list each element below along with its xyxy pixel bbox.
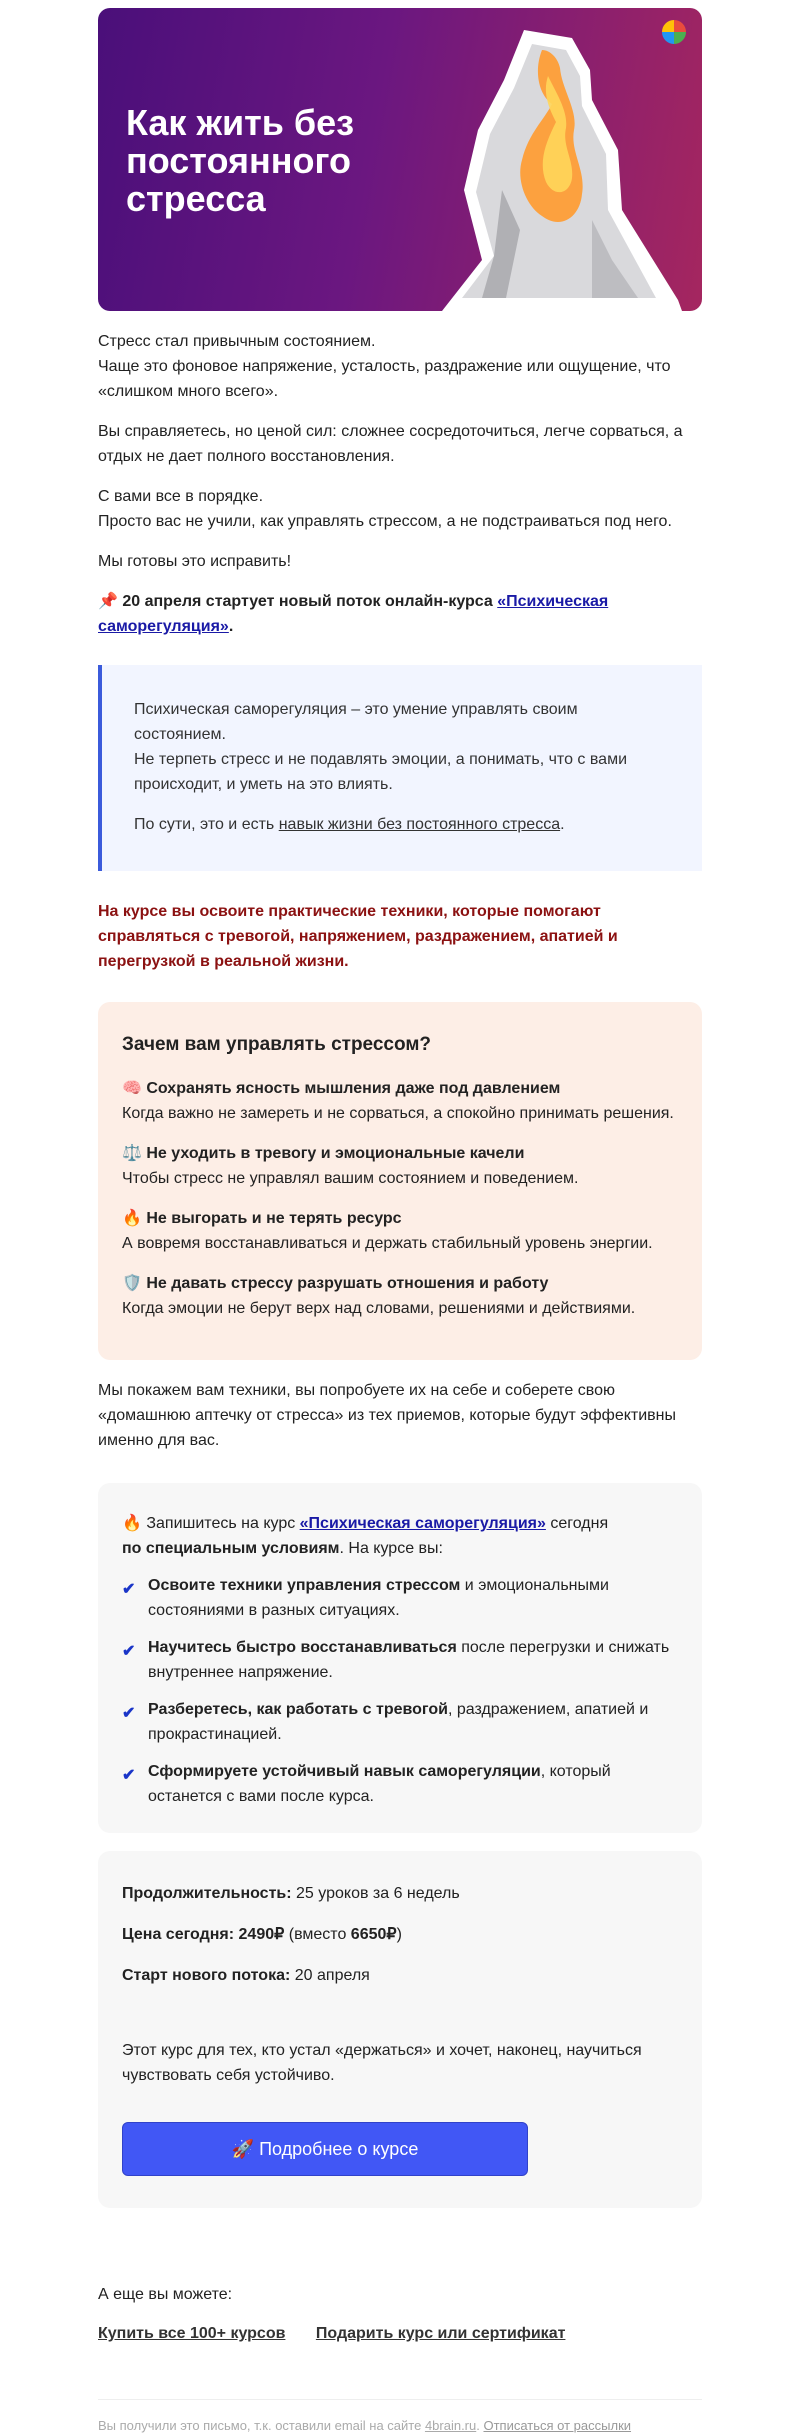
learning-outcome-item xyxy=(122,1759,678,1809)
footer xyxy=(98,2416,702,2436)
announcement xyxy=(98,589,702,639)
benefit-text: А вовремя восстанавливаться и держать стабильный уровень энергии. xyxy=(122,1235,653,1252)
check-icon: ✔ xyxy=(122,1767,136,1784)
gift-course-link[interactable]: Подарить курс или сертификат xyxy=(315,2325,566,2342)
burning-person-illustration xyxy=(442,30,682,311)
announcement-text: 20 апреля стартует новый поток онлайн-курса xyxy=(122,593,493,610)
more-links xyxy=(98,2325,702,2343)
benefit-title: Не давать стрессу разрушать отношения и работу xyxy=(146,1275,549,1292)
outcome-rest: и эмоциональными состояниями в разных ситуациях. xyxy=(148,1577,609,1619)
learning-outcome-item xyxy=(122,1635,678,1685)
intro-paragraph-3: С вами все в порядке. Просто вас не учили, как управлять стрессом, а не подстраиваться под него. xyxy=(98,488,672,530)
outcome-rest: после перегрузки и снижать внутреннее напряжение. xyxy=(148,1639,670,1681)
hero-title: Как жить без постоянного стресса xyxy=(126,102,355,219)
check-icon: ✔ xyxy=(122,1643,136,1660)
benefit-title: Не уходить в тревогу и эмоциональные качели xyxy=(146,1145,525,1162)
announcement-end: . xyxy=(228,618,234,635)
benefit-title: Не выгорать и не терять ресурс xyxy=(146,1210,402,1227)
signup-card xyxy=(98,1483,702,1833)
signup-text-middle: сегодня xyxy=(545,1515,609,1532)
outcome-bold: Научитесь быстро восстанавливаться xyxy=(148,1639,457,1656)
duration xyxy=(122,1881,678,1906)
benefit-title: Сохранять ясность мышления даже под давлением xyxy=(146,1080,561,1097)
intro-paragraph-4: Мы готовы это исправить! xyxy=(98,553,292,570)
fire-icon: 🔥 xyxy=(122,1210,142,1227)
intro-paragraph-1: Стресс стал привычным состоянием. Чаще это фоновое напряжение, усталость, раздражение или ощущение, что «слишком много всего». xyxy=(98,333,671,400)
quote-text-start: По сути, это и есть xyxy=(134,816,279,833)
definition-quote xyxy=(98,665,702,871)
outcome-rest: , раздражением, апатией и прокрастинацией. xyxy=(148,1701,649,1743)
benefit-text: Чтобы стресс не управлял вашим состоянием и поведением. xyxy=(122,1170,579,1187)
email-container xyxy=(98,8,702,2436)
learning-outcome-item xyxy=(122,1573,678,1623)
outcome-rest: , который останется с вами после курса. xyxy=(148,1763,611,1805)
course-link[interactable]: «Психическая саморегуляция» xyxy=(98,593,609,635)
target-audience-note: Этот курс для тех, кто устал «держаться» и хочет, наконец, научиться чувствовать себя устойчиво. xyxy=(122,2042,642,2084)
quote-underlined-text: навык жизни без постоянного стресса xyxy=(278,816,561,833)
price-card xyxy=(98,1851,702,2208)
pin-icon: 📌 xyxy=(98,593,118,610)
stream-start xyxy=(122,1963,678,1988)
buy-all-courses-link[interactable]: Купить все 100+ курсов xyxy=(98,2325,286,2342)
more-title: А еще вы можете: xyxy=(98,2286,233,2303)
outcome-bold: Освоите техники управления стрессом xyxy=(148,1577,461,1594)
why-manage-stress-block xyxy=(98,1002,702,1360)
hero-banner xyxy=(98,8,702,311)
benefit-item xyxy=(122,1141,678,1191)
quote-paragraph-1: Психическая саморегуляция – это умение управлять своим состоянием. Не терпеть стресс и не подавлять эмоции, а понимать, что с вами происходит, и уметь на это влиять. xyxy=(134,701,628,793)
old-price: 6650₽ xyxy=(350,1926,397,1943)
start-value: 20 апреля xyxy=(290,1967,370,1984)
intro-section xyxy=(98,329,702,639)
signup-intro xyxy=(122,1511,678,1561)
quote-text-end: . xyxy=(560,816,565,833)
footer-sep: . xyxy=(476,2418,484,2433)
outcome-bold: Разберетесь, как работать с тревогой xyxy=(148,1701,448,1718)
unsubscribe-link[interactable]: Отписаться от рассылки xyxy=(483,2418,632,2433)
footer-text: Вы получили это письмо, т.к. оставили email на сайте xyxy=(98,2418,425,2433)
benefit-item xyxy=(122,1206,678,1256)
benefit-text: Когда эмоции не берут верх над словами, решениями и действиями. xyxy=(122,1300,636,1317)
shield-icon: 🛡️ xyxy=(122,1275,142,1292)
price-today xyxy=(122,1922,678,1947)
site-link[interactable]: 4brain.ru xyxy=(424,2418,477,2433)
special-conditions: по специальным условиям xyxy=(122,1540,340,1557)
duration-value: 25 уроков за 6 недель xyxy=(291,1885,460,1902)
more-options xyxy=(98,2282,702,2343)
first-aid-kit-text: Мы покажем вам техники, вы попробуете их на себе и соберете свою «домашнюю аптечку от стресса» из тех приемов, которые будут эффективны именно для вас. xyxy=(98,1382,676,1449)
check-icon: ✔ xyxy=(122,1705,136,1722)
brain-icon: 🧠 xyxy=(122,1080,142,1097)
benefit-item xyxy=(122,1076,678,1126)
benefit-item xyxy=(122,1271,678,1321)
intro-paragraph-2: Вы справляетесь, но ценой сил: сложнее сосредоточиться, легче сорваться, а отдых не дает полного восстановления. xyxy=(98,423,683,465)
price-mid: (вместо xyxy=(284,1926,351,1943)
start-label: Старт нового потока: xyxy=(122,1967,291,1984)
quote-paragraph-2 xyxy=(134,812,668,837)
why-title: Зачем вам управлять стрессом? xyxy=(122,1034,432,1055)
course-link[interactable]: «Психическая саморегуляция» xyxy=(299,1515,546,1532)
check-icon: ✔ xyxy=(122,1581,136,1598)
benefit-text: Когда важно не замереть и не сорваться, а спокойно принимать решения. xyxy=(122,1105,674,1122)
scales-icon: ⚖️ xyxy=(122,1145,142,1162)
course-highlight: На курсе вы освоите практические техники, которые помогают справляться с тревогой, напряжением, раздражением, апатией и перегрузкой в реальной жизни. xyxy=(98,903,618,970)
outcome-bold: Сформируете устойчивый навык саморегуляции xyxy=(148,1763,541,1780)
footer-divider xyxy=(98,2399,702,2400)
signup-text-start: Запишитесь на курс xyxy=(141,1515,300,1532)
duration-label: Продолжительность: xyxy=(122,1885,292,1902)
price-label: Цена сегодня: 2490₽ xyxy=(122,1926,285,1943)
learning-outcome-item xyxy=(122,1697,678,1747)
signup-text-end: . На курсе вы: xyxy=(339,1540,443,1557)
course-details-button[interactable]: 🚀 Подробнее о курсе xyxy=(122,2122,528,2176)
price-end: ) xyxy=(396,1926,402,1943)
fire-icon: 🔥 xyxy=(122,1515,142,1532)
